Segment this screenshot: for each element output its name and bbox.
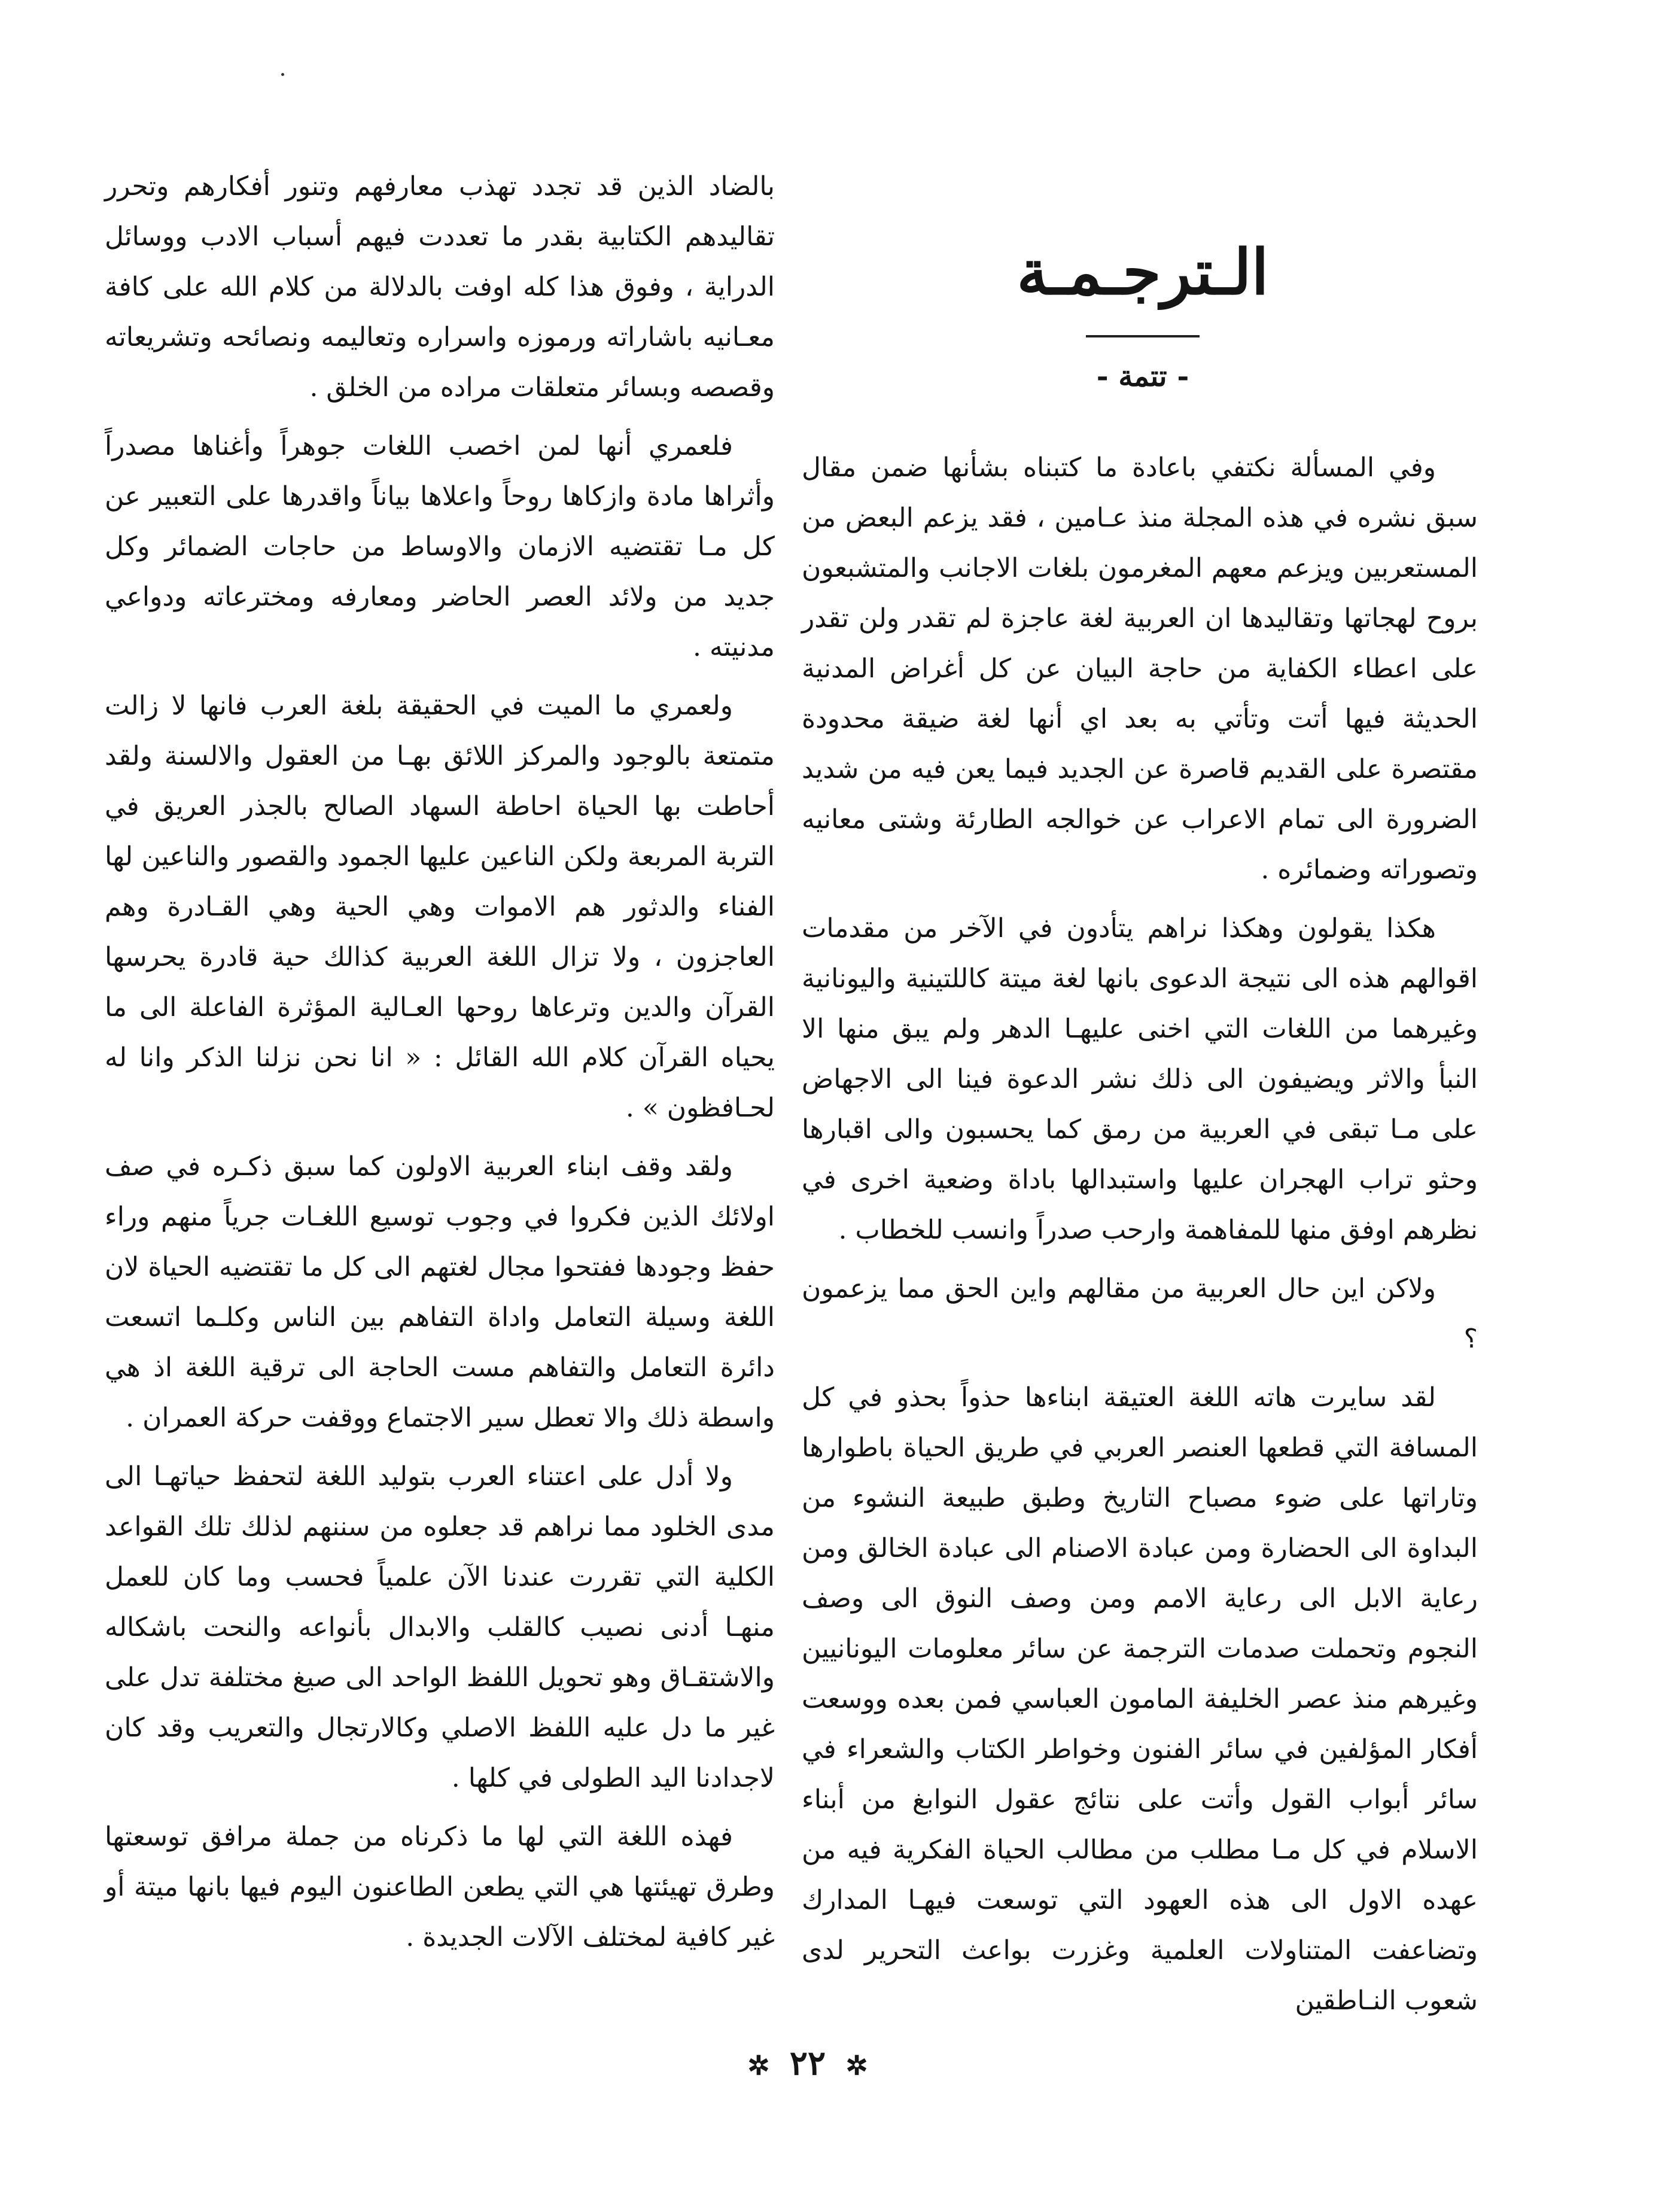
title-divider	[1086, 335, 1200, 337]
star-ornament-icon: ✲	[747, 2051, 770, 2081]
star-ornament-icon: ✲	[845, 2051, 868, 2081]
paragraph: ولعمري ما الميت في الحقيقة بلغة العرب فانها لا زالت متمتعة بالوجود والمركز اللائق بهـا من العقول والالسنة ولقد أحاطت بها الحياة احاطة السهاد الصالح بالجذر العريق في التربة المربعة ولكن الناعين عليها الجمود والقصور والناعين لها الفناء والدثور هم الاموات وهي الحية وهي القـادرة وهم العاجزون ، ولا تزال اللغة العربية كذالك حية قادرة يحرسها القرآن والدين وترعاها روحها العـالية المؤثرة الفاعلة الى ما يحياه القرآن كلام الله القائل : « انا نحن نزلنا الذكر وانا له لحـافظون » .	[105, 691, 775, 1123]
paragraph: وفي المسألة نكتفي باعادة ما كتبناه بشأنها ضمن مقال سبق نشره في هذه المجلة منذ عـامين ، فقد يزعم البعض من المستعربين ويزعم معهم المغرمون بلغات الاجانب والمتشبعون بروح لهجاتها وتقاليدها ان العربية لغة عاجزة لم تقدر ولن تقدر على اعطاء الكفاية من حاجة البيان عن كل أغراض المدنية الحديثة فيها أتت وتأتي به بعد اي أنها لغة ضيقة محدودة مقتصرة على القديم قاصرة عن الجديد فيما يعن فيه من شديد الضرورة الى تمام الاعراب عن خوالجه الطارئة وشتى معانيه وتصوراته وضمائره .	[802, 452, 1478, 885]
paragraph: ولقد وقف ابناء العربية الاولون كما سبق ذكـره في صف اولائك الذين فكروا في وجوب توسيع اللغـات جرياً منهم وراء حفظ وجودها ففتحوا مجال لغتهم الى كل ما تقتضيه الحياة لان اللغة وسيلة التعامل واداة التفاهم بين الناس وكلـما اتسعت دائرة التعامل والتفاهم مست الحاجة الى ترقية اللغة اذ هي واسطة ذلك والا تعطل سير الاجتماع ووقفت حركة العمران .	[105, 1151, 775, 1433]
left-text-column	[105, 162, 775, 1971]
article-title: الـترجـمـة	[1016, 235, 1269, 309]
paragraph: هكذا يقولون وهكذا نراهم يتأدون في الآخر من مقدمات اقوالهم هذه الى نتيجة الدعوى بانها لغة ميتة كاللتينية واليونانية وغيرهما من اللغات التي اخنى عليهـا الدهر ولم يبق منها الا النبأ والاثر ويضيفون الى ذلك نشر الدعوة فينا الى الاجهاض على مـا تبقى في العربية من رمق كما يحسبون والى اقبارها وحثو تراب الهجران عليها واستبدالها باداة وضعية اخرى في نظرهم اوفق منها للمفاهمة وارحب صدراً وانسب للخطاب .	[802, 913, 1478, 1245]
page-footer	[718, 2043, 897, 2083]
paragraph: فلعمري أنها لمن اخصب اللغات جوهراً وأغناها مصدراً وأثراها مادة وازكاها روحاً واعلاها بياناً واقدرها على التعبير عن كل مـا تقتضيه الازمان والاوساط من حاجات الضمائر وكل جديد من ولائد العصر الحاضر ومعارفه ومخترعاته ودواعي مدنيته .	[105, 431, 775, 662]
article-header	[993, 233, 1292, 397]
right-text-column	[802, 443, 1478, 2034]
paragraph: بالضاد الذين قد تجدد تهذب معارفهم وتنور أفكارهم وتحرر تقاليدهم الكتابية بقدر ما تعددت فيهم أسباب الادب ووسائل الدراية ، وفوق هذا كله اوفت بالدلالة من كلام الله على كافة معـانيه باشاراته ورموزه واسراره وتعاليمه ونصائحه وتشريعاته وقصصه وبسائر متعلقات مراده من الخلق .	[105, 171, 775, 403]
paragraph: فهذه اللغة التي لها ما ذكرناه من جملة مرافق توسعتها وطرق تهيئتها هي التي يطعن الطاعنون اليوم فيها بانها ميتة أو غير كافية لمختلف الآلات الجديدة .	[105, 1821, 775, 1952]
paragraph: ولاكن اين حال العربية من مقالهم واين الحق مما يزعمون ؟	[802, 1273, 1478, 1354]
paragraph: لقد سايرت هاته اللغة العتيقة ابناءها حذواً بحذو في كل المسافة التي قطعها العنصر العربي في طريق الحياة باطوارها وتاراتها على ضوء مصباح التاريخ وطبق طبيعة النشوء من البداوة الى الحضارة ومن عبادة الاصنام الى عبادة الخالق ومن رعاية الابل الى رعاية الامم ومن وصف النوق الى وصف النجوم وتحملت صدمات الترجمة عن سائر معلومات اليونانيين وغيرهم منذ عصر الخليفة المامون العباسي فمن بعده ووسعت أفكار المؤلفين في سائر الفنون وخواطر الكتاب والشعراء في سائر أبواب القول وأتت على نتائج عقول النوابغ من أبناء الاسلام في كل مـا مطلب من مطالب الحياة الفكرية فيه من عهده الاول الى هذه العهود التي توسعت فيهـا المدارك وتضاعفت المتناولات العلمية وغزرت بواعث التحرير لدى شعوب النـاطقين	[802, 1382, 1478, 2016]
page-number: ٢٢	[789, 2043, 826, 2083]
ink-speck	[281, 73, 284, 76]
paragraph: ولا أدل على اعتناء العرب بتوليد اللغة لتحفظ حياتهـا الى مدى الخلود مما نراهم قد جعلوه من سننهم لذلك تلك القواعد الكلية التي تقررت عندنا الآن علمياً فحسب وما كان للعمل منهـا أدنى نصيب كالقلب والابدال بأنواعه والنحت باشكاله والاشتقـاق وهو تحويل اللفظ الواحد الى صيغ مختلفة تدل على غير ما دل عليه اللفظ الاصلي وكالارتجال والتعريب وقد كان لاجدادنا اليد الطولى في كلها .	[105, 1461, 775, 1793]
article-subtitle: - تتمة -	[1096, 360, 1189, 393]
